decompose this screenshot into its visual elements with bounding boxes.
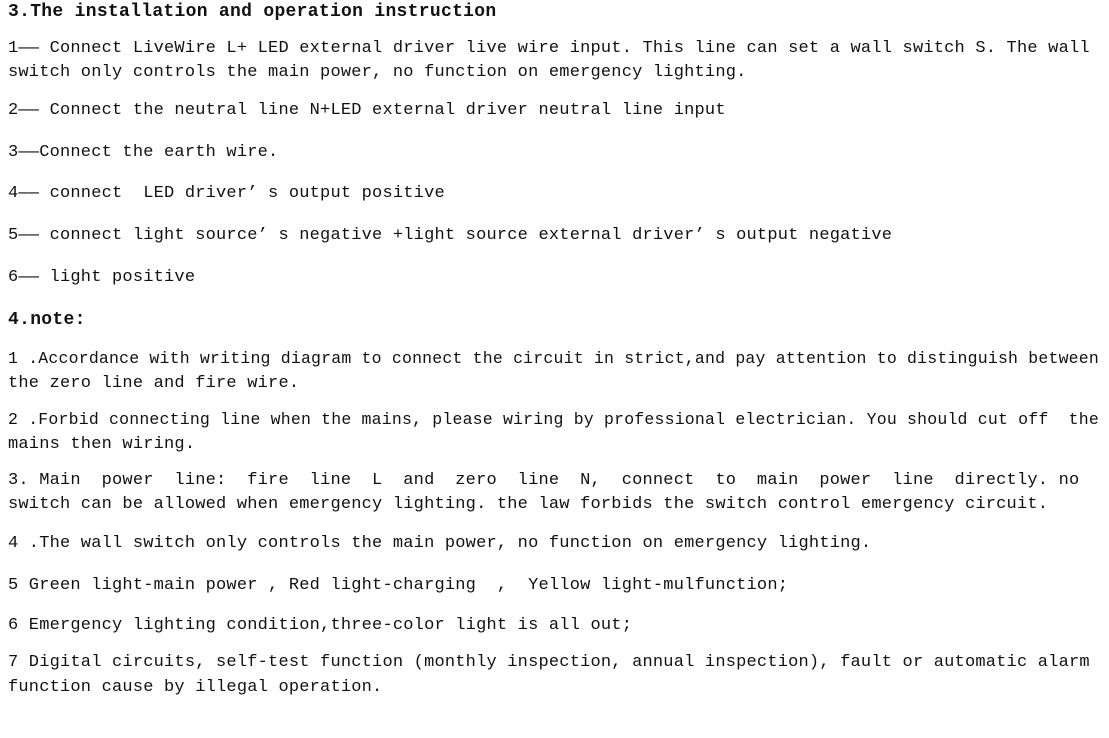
- step-1-line-1: 1—— Connect LiveWire L+ LED external driver live wire input. This line can set a wall switch S. The wall: [8, 39, 1090, 58]
- note-item-2-line-1: 2 .Forbid connecting line when the mains, please wiring by professional electrician. You should cut off the: [8, 410, 1099, 429]
- note-item-7-line-2: function cause by illegal operation.: [8, 678, 383, 697]
- step-4: 4—— connect LED driver’ s output positive: [8, 184, 445, 203]
- note-item-1-line-1: 1 .Accordance with writing diagram to connect the circuit in strict,and pay attention to distinguish between: [8, 349, 1099, 368]
- step-5: 5—— connect light source’ s negative +light source external driver’ s output negative: [8, 226, 893, 245]
- note-heading: 4.note:: [8, 310, 86, 330]
- installation-heading: 3.The installation and operation instruction: [8, 2, 497, 22]
- note-item-6: 6 Emergency lighting condition,three-color light is all out;: [8, 616, 633, 635]
- step-3: 3——Connect the earth wire.: [8, 143, 279, 162]
- note-item-1-line-2: the zero line and fire wire.: [8, 374, 300, 393]
- note-item-5: 5 Green light-main power , Red light-charging , Yellow light-mulfunction;: [8, 576, 789, 595]
- note-item-4: 4 .The wall switch only controls the main power, no function on emergency lighting.: [8, 534, 872, 553]
- step-6: 6—— light positive: [8, 268, 196, 287]
- step-1-line-2: switch only controls the main power, no function on emergency lighting.: [8, 63, 747, 82]
- step-2: 2—— Connect the neutral line N+LED external driver neutral line input: [8, 101, 726, 120]
- note-item-7-line-1: 7 Digital circuits, self-test function (monthly inspection, annual inspection), fault or automatic alarm: [8, 653, 1090, 672]
- note-item-3-line-2: switch can be allowed when emergency lighting. the law forbids the switch control emergency circuit.: [8, 495, 1049, 514]
- note-item-3-line-1: 3. Main power line: fire line L and zero line N, connect to main power line directly. no: [8, 471, 1080, 490]
- note-item-2-line-2: mains then wiring.: [8, 435, 196, 454]
